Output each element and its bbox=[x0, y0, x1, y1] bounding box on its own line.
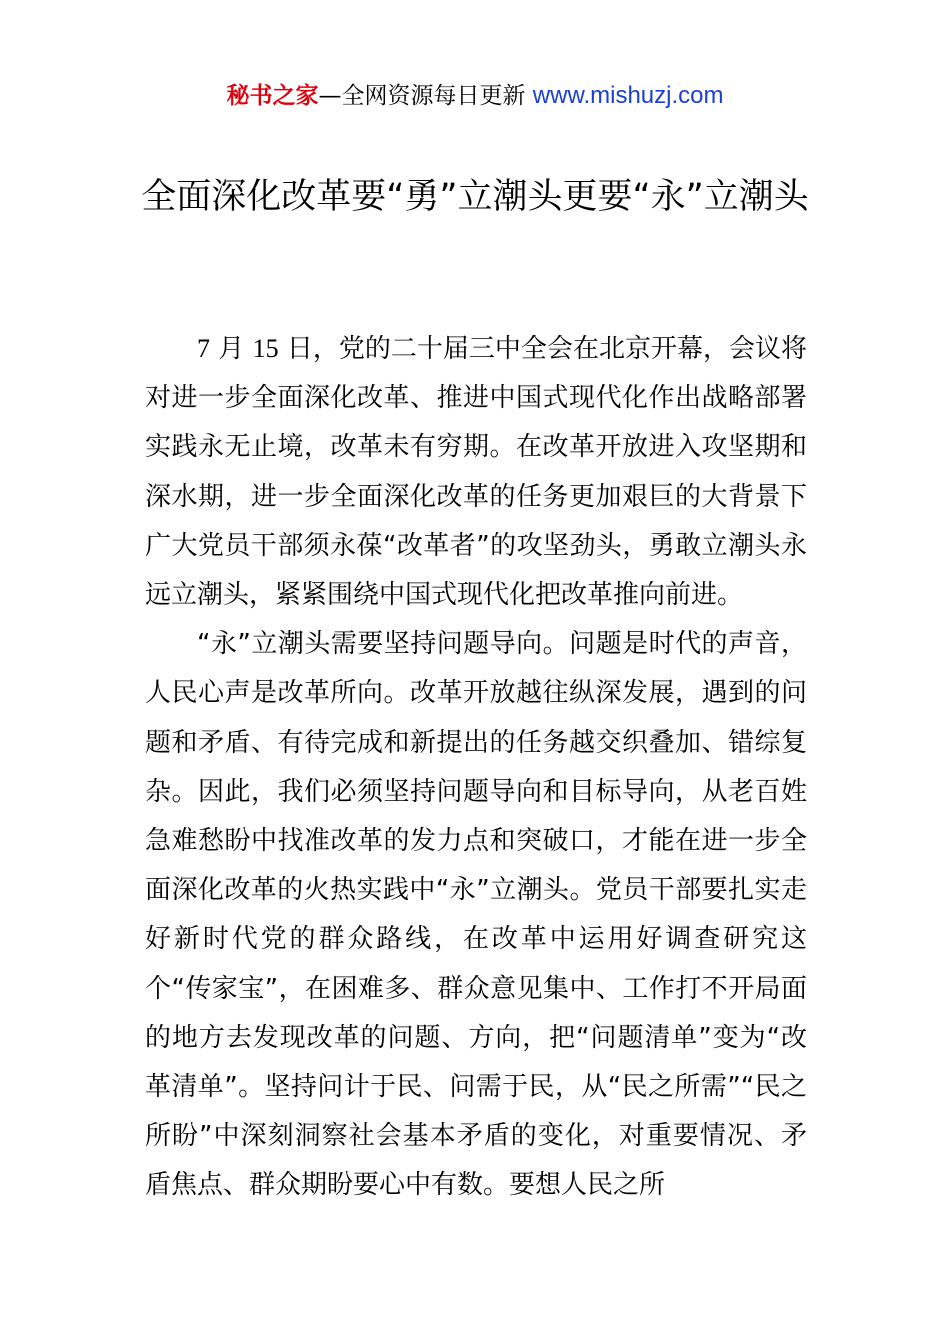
document-title: 全面深化改革要“勇”立潮头更要“永”立潮头 bbox=[141, 177, 809, 217]
site-name: 秘书之家 bbox=[226, 83, 319, 109]
paragraph bbox=[145, 324, 807, 620]
paragraph-text: 日，党的二十届三中全会在北京开幕，会议将对进一步全面深化改革、推进中国式现代化作出战略部署实践永无止境，改革未有穷期。在改革开放进入攻坚期和深水期，进一步全面深化改革的任务更加艰巨的大背景下广大党员干部须永葆“改革者”的攻坚劲头，勇敢立潮头永远立潮头，紧紧围绕中国式现代化把改革推向前进。 bbox=[145, 334, 808, 611]
date-month: 7 bbox=[197, 334, 210, 363]
site-tagline: —全网资源每日更新 bbox=[318, 83, 526, 109]
site-url-link[interactable]: www.mishuzj.com bbox=[532, 82, 724, 109]
date-day: 15 bbox=[252, 334, 279, 363]
date-month-unit: 月 bbox=[218, 334, 245, 364]
site-header bbox=[0, 80, 950, 112]
paragraph: “永”立潮头需要坚持问题导向。问题是时代的声音，人民心声是改革所向。改革开放越往纵深发展，遇到的问题和矛盾、有待完成和新提出的任务越交织叠加、错综复杂。因此，我们必须坚持问题导向和目标导向，从老百姓急难愁盼中找准改革的发力点和突破口，才能在进一步全面深化改革的火热实践中“永”立潮头。党员干部要扎实走好新时代党的群众路线，在改革中运用好调查研究这个“传家宝”，在困难多、群众意见集中、工作打不开局面的地方去发现改革的问题、方向，把“问题清单”变为“改革清单”。坚持问计于民、问需于民，从“民之所需”“民之所盼”中深刻洞察社会基本矛盾的变化，对重要情况、矛盾焦点、群众期盼要心中有数。要想人民之所 bbox=[145, 629, 807, 1201]
document-body bbox=[145, 324, 807, 1211]
